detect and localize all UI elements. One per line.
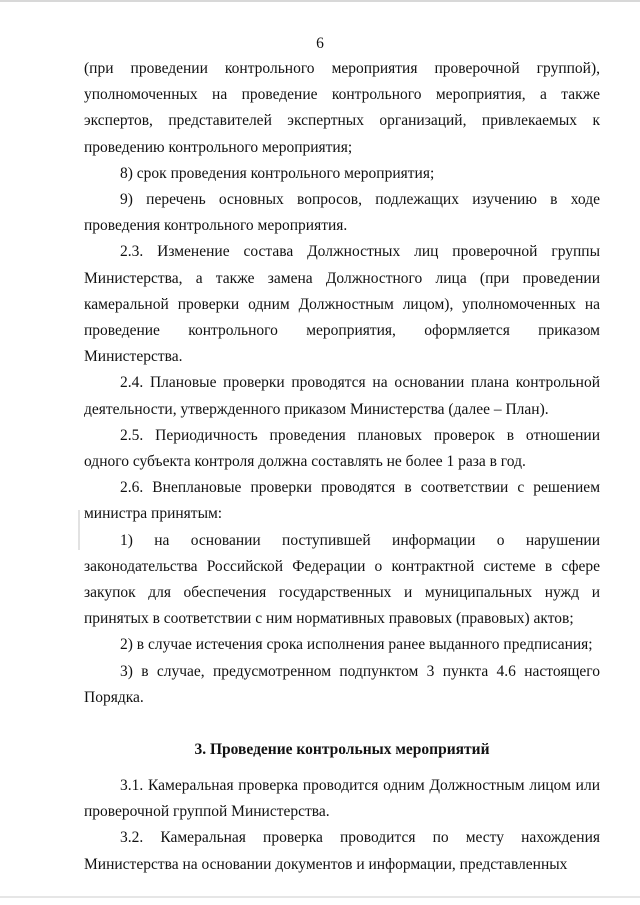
paragraph-2-4: 2.4. Плановые проверки проводятся на основании плана контрольной деятельности, утвержденного приказом Министерства (далее – План). — [84, 374, 600, 418]
paragraph-2-5: 2.5. Периодичность проведения плановых проверок в отношении одного субъекта контроля должна составлять не более 1 раза в год. — [84, 426, 600, 471]
paragraph-3-1: 3.1. Камеральная проверка проводится одним Должностным лицом или проверочной группой Министерства. — [84, 777, 600, 821]
paragraph-2-6: 2.6. Внеплановые проверки проводятся в соответствии с решением министра принятым: — [84, 479, 600, 523]
scan-artifact — [78, 510, 80, 550]
scan-top-edge — [0, 0, 640, 2]
page-number: 6 — [316, 35, 324, 52]
paragraph-3-2: 3.2. Камеральная проверка проводится по месту нахождения Министерства на основании документов и информации, представленных — [84, 829, 600, 873]
paragraph-item-8: 8) срок проведения контрольного мероприятия; — [120, 164, 435, 182]
document-body — [84, 56, 600, 878]
paragraph-2-3: 2.3. Изменение состава Должностных лиц проверочной группы Министерства, а также замена Должностного лица (при проведении камеральной проверки одним Должностным лицом), уполномоченных на проведение контрольного мероприятия, оформляется приказом Министерства. — [84, 243, 600, 366]
paragraph-item-9: 9) перечень основных вопросов, подлежащих изучению в ходе проведения контрольного мероприятия. — [84, 191, 600, 235]
paragraph-subitem-2: 2) в случае истечения срока исполнения ранее выданного предписания; — [120, 636, 593, 654]
paragraph-continuation: (при проведении контрольного мероприятия проверочной группой), уполномоченных на проведение контрольного мероприятия, а также экспертов, представителей экспертных организаций, привлекаемых к проведению контрольного мероприятия; — [84, 60, 600, 156]
paragraph-subitem-3: 3) в случае, предусмотренном подпунктом 3 пункта 4.6 настоящего Порядка. — [84, 662, 600, 706]
section-heading: 3. Проведение контрольных мероприятий — [194, 741, 490, 759]
paragraph-subitem-1: 1) на основании поступившей информации о нарушении законодательства Российской Федерации о контрактной системе в сфере закупок для обеспечения государственных и муниципальных нужд и принятых в соответствии с ним нормативных правовых (правовых) актов; — [84, 531, 600, 628]
scan-bottom-edge — [0, 896, 640, 898]
